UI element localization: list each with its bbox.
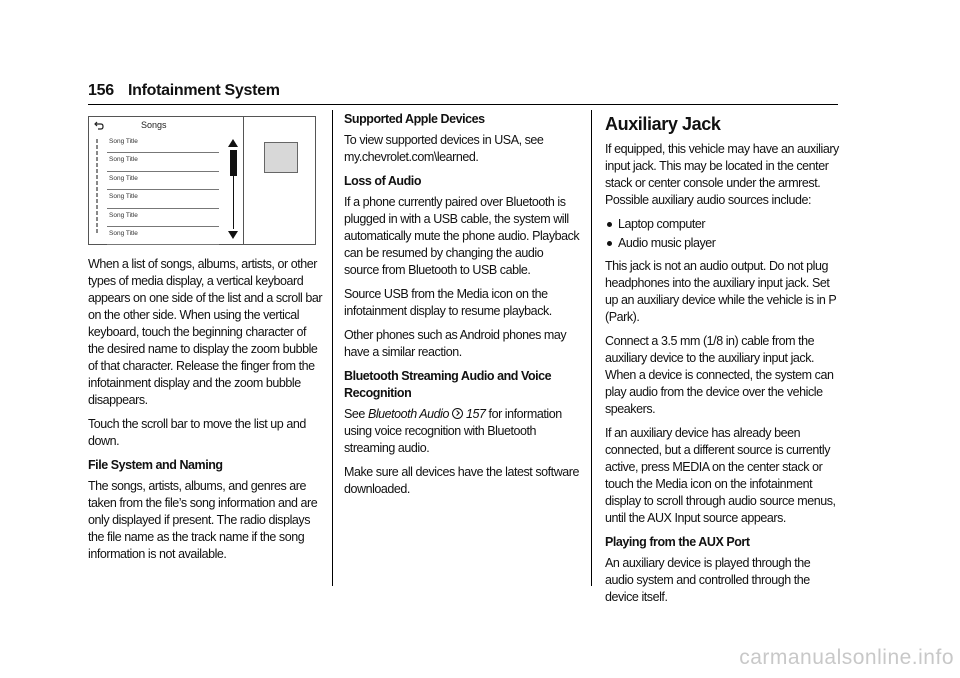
watermark: carmanualsonline.info — [739, 646, 954, 669]
body-paragraph: Other phones such as Android phones may have a similar reaction. — [344, 328, 567, 359]
songs-screen-illustration — [88, 116, 316, 245]
list-item: Song Title — [107, 227, 219, 245]
subheading: Bluetooth Streaming Audio and Voice Recognition — [344, 369, 552, 400]
section-heading: Auxiliary Jack — [605, 114, 721, 134]
body-paragraph — [344, 406, 580, 457]
subheading: File System and Naming — [88, 458, 223, 472]
body-paragraph: When a list of songs, albums, artists, or other types of media display, a vertical keyboard appears on one side of the list and a scroll bar on the other side. When using the vertical keyboard, touch the beginning character of the desired name to display the zoom bubble of that character. Release the finger from the infotainment display and the zoom bubble disappears. — [88, 257, 323, 407]
subheading: Supported Apple Devices — [344, 112, 485, 126]
cross-reference-icon — [452, 408, 463, 419]
page-header — [88, 82, 838, 104]
body-paragraph: Make sure all devices have the latest software downloaded. — [344, 465, 579, 496]
back-arrow-icon — [94, 120, 104, 130]
column-divider — [332, 110, 333, 586]
album-art-placeholder — [264, 142, 298, 173]
subheading: Loss of Audio — [344, 174, 422, 188]
column-1 — [88, 256, 324, 570]
body-text: for information using voice recognition with Bluetooth streaming audio. — [344, 407, 562, 455]
screen-title: Songs — [141, 120, 167, 130]
scroll-up-arrow-icon — [228, 139, 238, 147]
body-paragraph: To view supported devices in USA, see my.chevrolet.com\learned. — [344, 133, 544, 164]
bullet-list — [605, 216, 841, 252]
body-paragraph: An auxiliary device is played through the audio system and controlled through the device itself. — [605, 556, 811, 604]
body-paragraph: Source USB from the Media icon on the infotainment display to resume playback. — [344, 287, 552, 318]
subheading: Playing from the AUX Port — [605, 535, 750, 549]
body-paragraph: If equipped, this vehicle may have an auxiliary input jack. This may be located in the center stack or center console under the armrest. Possible auxiliary audio sources include: — [605, 142, 839, 207]
list-item: Laptop computer — [605, 216, 841, 233]
list-item: Song Title — [107, 153, 219, 171]
column-3 — [605, 113, 841, 613]
body-paragraph: Touch the scroll bar to move the list up and down. — [88, 417, 306, 448]
screen-divider — [243, 117, 244, 244]
column-divider — [591, 110, 592, 586]
song-list — [107, 135, 219, 245]
page-number: 156 — [88, 82, 114, 99]
list-item: Song Title — [107, 190, 219, 208]
list-item: Song Title — [107, 209, 219, 227]
body-paragraph: If a phone currently paired over Bluetooth is plugged in with a USB cable, the system will automatically mute the phone audio. Playback can be resumed by changing the audio source from Bluetooth to USB cable. — [344, 195, 580, 277]
list-item: Audio music player — [605, 235, 841, 252]
scroll-bar-track — [233, 175, 234, 229]
scroll-down-arrow-icon — [228, 231, 238, 239]
section-title: Infotainment System — [128, 82, 280, 99]
list-item: Song Title — [107, 172, 219, 190]
column-2 — [344, 111, 580, 505]
body-paragraph: This jack is not an audio output. Do not plug headphones into the auxiliary input jack. Set up an auxiliary device while the vehicle is in P (Park). — [605, 259, 837, 324]
body-paragraph: Connect a 3.5 mm (1/8 in) cable from the auxiliary device to the auxiliary input jack. When a device is connected, the system can play audio from the device over the vehicle speakers. — [605, 334, 834, 416]
scroll-bar-thumb — [230, 150, 237, 176]
vertical-keyboard — [95, 139, 101, 239]
body-paragraph: The songs, artists, albums, and genres are taken from the file’s song information and are only displayed if present. The radio displays the file name as the track name if the song information is not available. — [88, 479, 318, 561]
list-item: Song Title — [107, 135, 219, 153]
header-rule — [88, 104, 838, 105]
see-text: See — [344, 407, 365, 421]
body-paragraph: If an auxiliary device has already been connected, but a different source is currently active, press MEDIA on the center stack or touch the Media icon on the infotainment display to scroll through audio source menus, until the AUX Input source appears. — [605, 426, 836, 525]
cross-reference-link[interactable]: Bluetooth Audio — [367, 407, 449, 421]
cross-reference-page[interactable]: 157 — [466, 407, 486, 421]
